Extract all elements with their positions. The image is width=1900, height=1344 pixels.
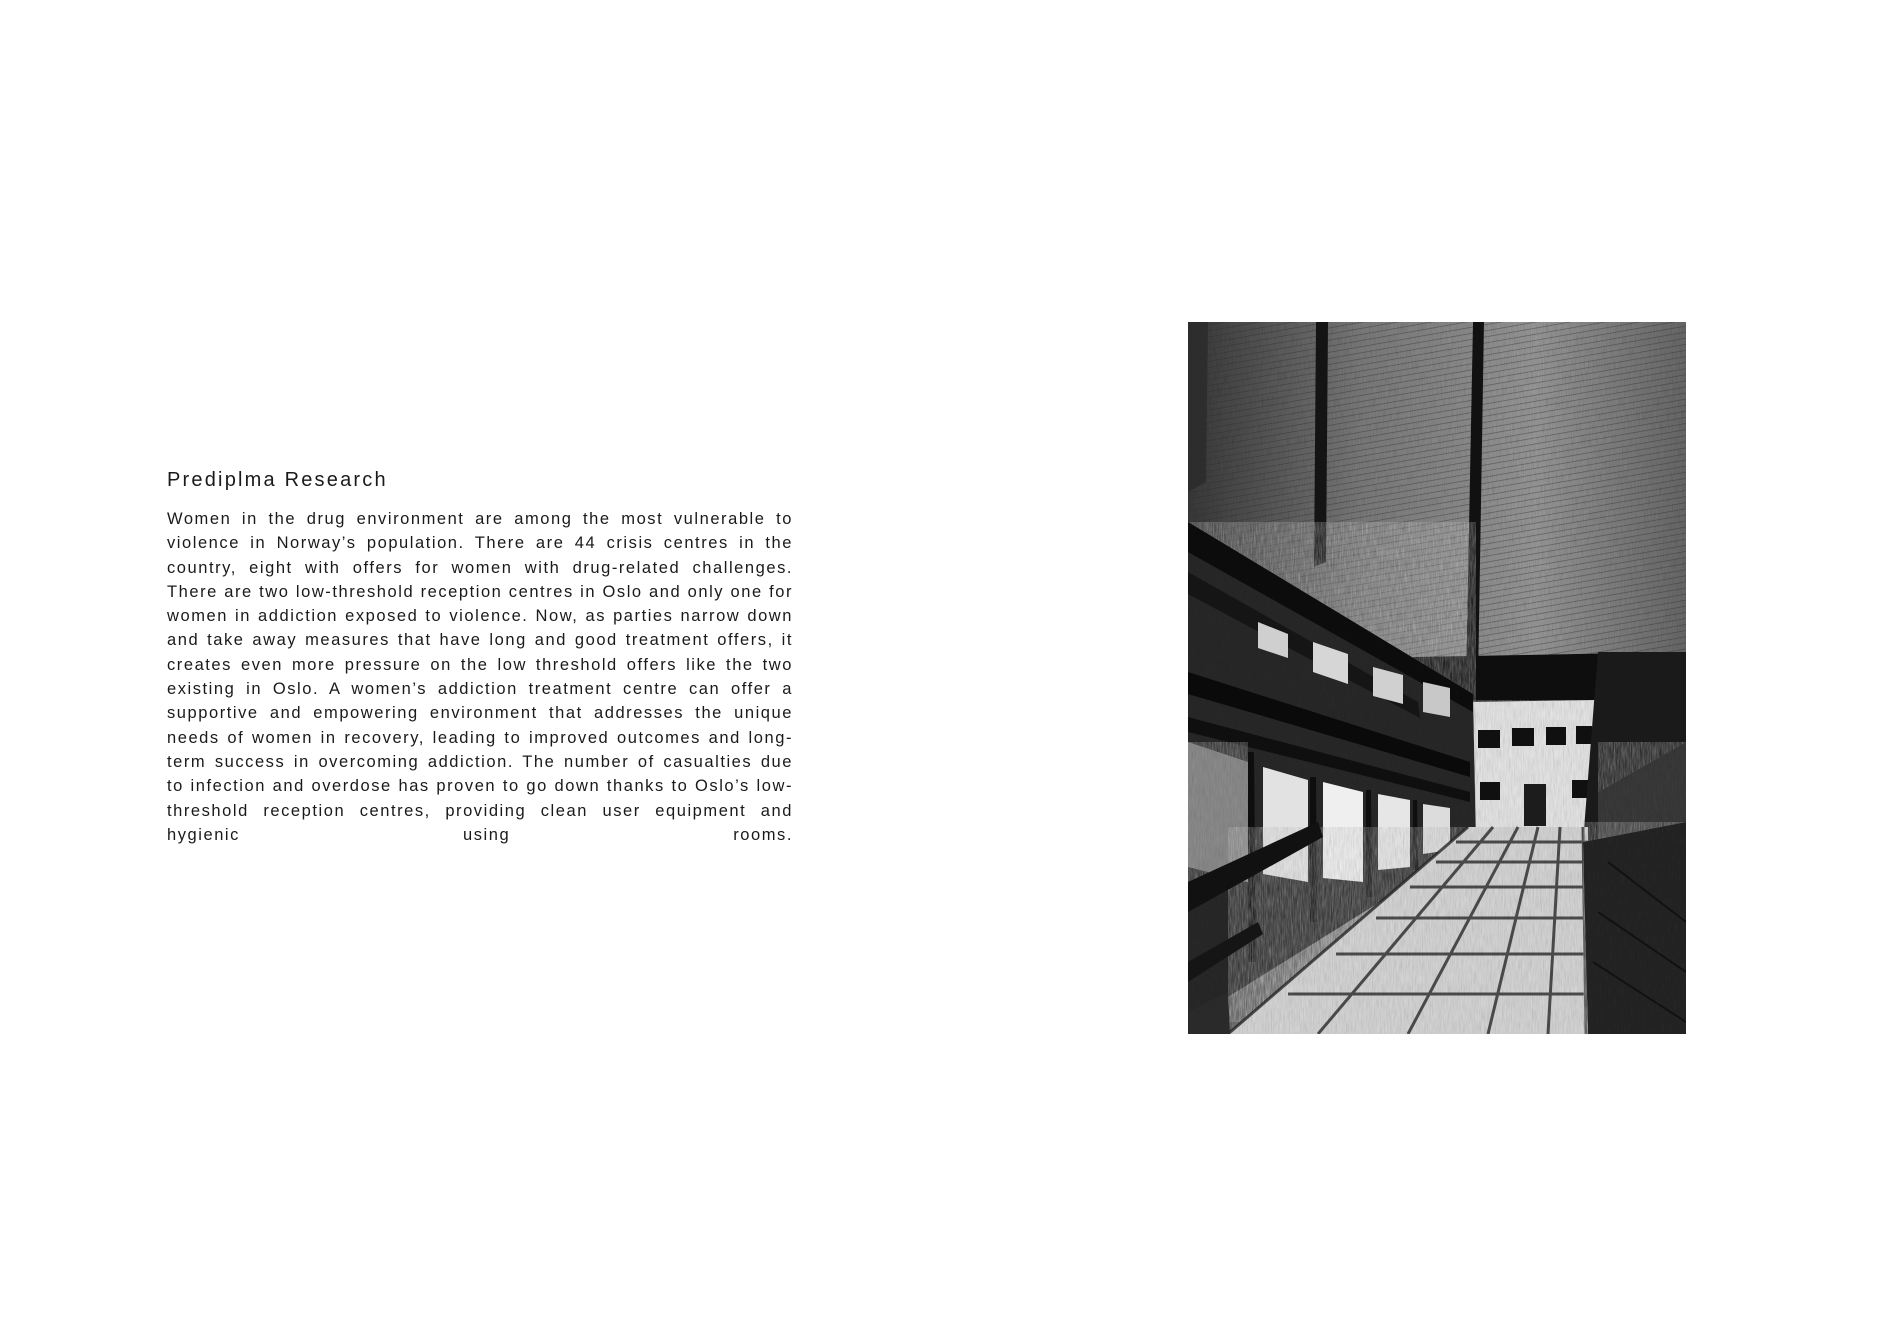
courtyard-sketch-illustration — [1188, 322, 1686, 1034]
page-title: Prediplma Research — [167, 469, 388, 491]
body-paragraph: Women in the drug environment are among the most vulnerable to violence in Norway’s population. There are 44 crisis centres in the country, eight with offers for women with drug-related challenges. There are two low-threshold reception centres in Oslo and only one for women in addiction exposed to violence. Now, as parties narrow down and take away measures that have long and good treatment offers, it creates even more pressure on the low threshold offers like the two existing in Oslo. A women’s addiction treatment centre can offer a supportive and empowering environment that addresses the unique needs of women in recovery, leading to improved outcomes and long-term success in overcoming addiction. The number of casualties due to infection and overdose has proven to go down thanks to Oslo’s low-threshold reception centres, providing clean user equipment and hygienic using rooms. — [167, 510, 793, 844]
charcoal-sketch-image — [1188, 322, 1686, 1034]
text-column — [167, 467, 793, 847]
